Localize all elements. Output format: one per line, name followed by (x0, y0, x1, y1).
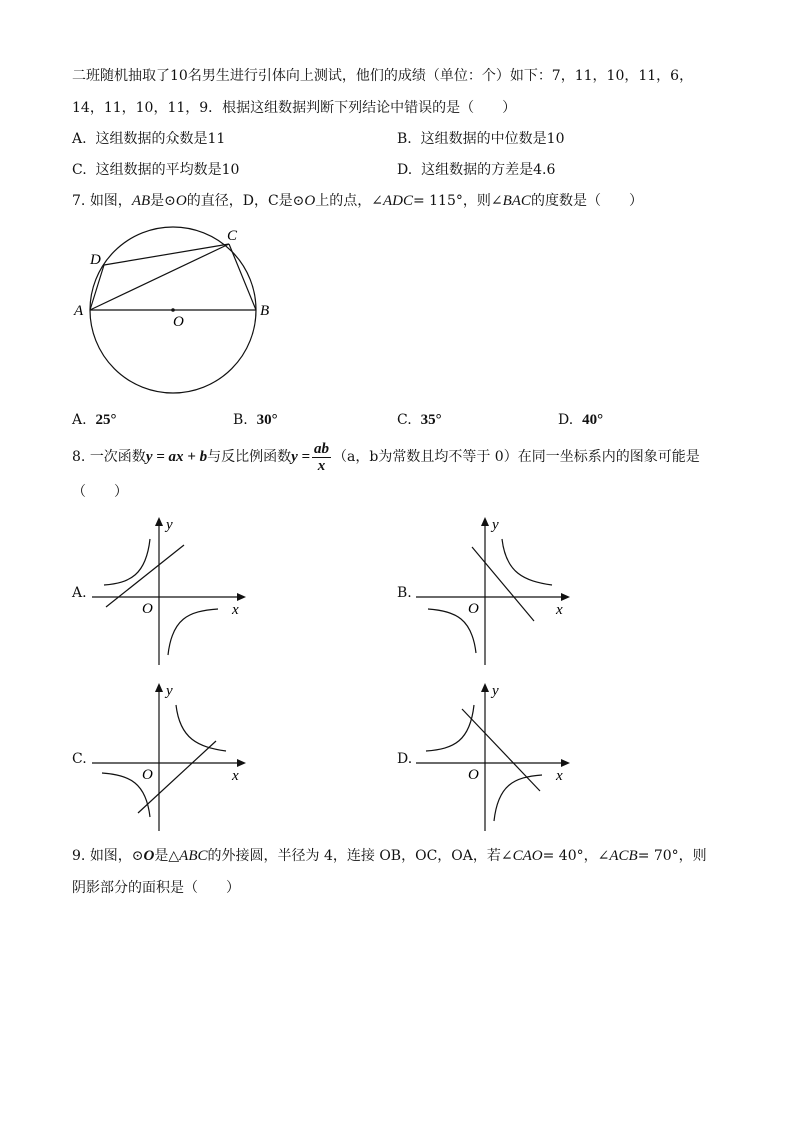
q8-graph-d-label: D. (397, 751, 413, 767)
q9-math: ABC (179, 848, 208, 864)
q7-text: = 115°，则∠ (412, 193, 503, 209)
q7-math: O (175, 193, 187, 209)
q7-text: 的直径，D，C是⊙ (186, 193, 305, 209)
option-text: 35° (420, 412, 442, 428)
option-label: B. (397, 131, 412, 147)
q8-graph-b[interactable] (414, 515, 574, 670)
x-arrow (561, 593, 570, 601)
origin-label: O (142, 767, 153, 783)
segment-ad (90, 265, 104, 310)
q7-math: ADC (382, 193, 413, 209)
label-a: A (74, 303, 84, 319)
option-text: 30° (256, 412, 278, 428)
q9-stem-line2: 阴影部分的面积是（ ） (72, 880, 240, 896)
q9-text: = 70°，则 (637, 848, 707, 864)
q8-graph-c-label: C. (72, 751, 87, 767)
question-number: 8. (72, 449, 86, 465)
hyperbola-branch-2 (168, 609, 218, 655)
q8-text: 一次函数 (89, 449, 146, 465)
option-text: 这组数据的众数是11 (95, 131, 226, 147)
q8-graph-a-label: A. (72, 585, 87, 601)
axis-y-label: y (492, 683, 499, 699)
axis-x-label: x (232, 768, 239, 784)
axis-y-label: y (166, 517, 173, 533)
fraction-numerator: ab (314, 440, 330, 457)
option-label: D. (397, 162, 413, 178)
x-arrow (237, 759, 246, 767)
axis-y-label: y (492, 517, 499, 533)
origin-label: O (468, 767, 479, 783)
linear-graph (106, 545, 184, 607)
q7-circle-figure (70, 222, 280, 402)
option-label: B. (233, 412, 248, 428)
axis-x-label: x (556, 768, 563, 784)
option-label: A. (72, 412, 87, 428)
fraction-denominator: x (317, 457, 326, 474)
y-arrow (155, 517, 163, 526)
question-number: 9. (72, 848, 86, 864)
q7-text: 上的点，∠ (315, 193, 383, 209)
y-arrow (481, 683, 489, 692)
hyperbola-branch-1 (426, 705, 474, 751)
q8-stem-line2: （ ） (72, 484, 128, 500)
origin-label: O (468, 601, 479, 617)
q7-stem (72, 191, 643, 211)
hyperbola-branch-1 (176, 705, 226, 751)
q7-option-d[interactable] (558, 410, 603, 430)
q8-text: （a，b为常数且均不等于 0）在同一坐标系内的图象可能是 (333, 449, 700, 465)
label-o: O (173, 314, 184, 330)
q9-math: O (143, 848, 155, 864)
segment-cb (229, 244, 256, 310)
q9-text: 是△ (154, 848, 180, 864)
q7-math: O (304, 193, 316, 209)
q9-text: 的外接圆，半径为 4，连接 OB，OC，OA，若∠ (207, 848, 513, 864)
q6-stem-line2: 14，11，10，11，9．根据这组数据判断下列结论中错误的是（ ） (72, 100, 517, 116)
q7-math: AB (131, 193, 151, 209)
axis-x-label: x (232, 602, 239, 618)
q8-graph-c[interactable] (90, 681, 250, 836)
q6-option-c[interactable] (72, 160, 239, 180)
option-label: D. (558, 412, 574, 428)
q6-option-b[interactable] (397, 129, 564, 149)
y-arrow (155, 683, 163, 692)
q7-text: 如图， (89, 193, 132, 209)
q8-linear-eq: y = ax + b (145, 449, 208, 465)
q7-option-c[interactable] (397, 410, 442, 430)
q8-inverse-eq: y = (291, 449, 311, 465)
label-d: D (90, 252, 101, 268)
q7-option-a[interactable] (72, 410, 116, 430)
option-text: 25° (95, 412, 117, 428)
fraction (312, 441, 331, 474)
q7-text: 的度数是（ ） (530, 193, 643, 209)
x-arrow (237, 593, 246, 601)
option-label: C. (72, 162, 87, 178)
q6-option-a[interactable] (72, 129, 225, 149)
axis-y-label: y (166, 683, 173, 699)
q7-text: 是⊙ (150, 193, 176, 209)
q8-graph-d[interactable] (414, 681, 574, 836)
q8-stem (72, 440, 700, 474)
q9-stem (72, 846, 707, 866)
option-text: 这组数据的中位数是10 (420, 131, 565, 147)
option-label: A. (72, 131, 87, 147)
q9-text: 如图，⊙ (89, 848, 144, 864)
axis-x-label: x (556, 602, 563, 618)
q8-graph-a[interactable] (90, 515, 250, 670)
hyperbola-branch-1 (502, 539, 552, 585)
q9-math: CAO (512, 848, 543, 864)
center-point (171, 308, 175, 312)
q9-text: = 40°，∠ (542, 848, 610, 864)
segment-dc (104, 244, 229, 265)
q8-text: 与反比例函数 (207, 449, 292, 465)
origin-label: O (142, 601, 153, 617)
label-b: B (260, 303, 270, 319)
question-number: 7. (72, 193, 86, 209)
option-text: 这组数据的方差是4.6 (421, 162, 556, 178)
linear-graph (472, 547, 534, 621)
q7-option-b[interactable] (233, 410, 278, 430)
option-label: C. (397, 412, 412, 428)
hyperbola-branch-2 (494, 775, 542, 821)
option-text: 这组数据的平均数是10 (95, 162, 240, 178)
label-c: C (227, 228, 238, 244)
x-arrow (561, 759, 570, 767)
q9-math: ACB (609, 848, 638, 864)
q7-math: BAC (502, 193, 531, 209)
q8-graph-b-label: B. (397, 585, 412, 601)
q6-stem-line1: 二班随机抽取了10名男生进行引体向上测试，他们的成绩（单位：个）如下：7，11，10，11，6， (72, 68, 694, 84)
segment-ac (90, 244, 229, 310)
y-arrow (481, 517, 489, 526)
q6-option-d[interactable] (397, 160, 555, 180)
option-text: 40° (582, 412, 604, 428)
